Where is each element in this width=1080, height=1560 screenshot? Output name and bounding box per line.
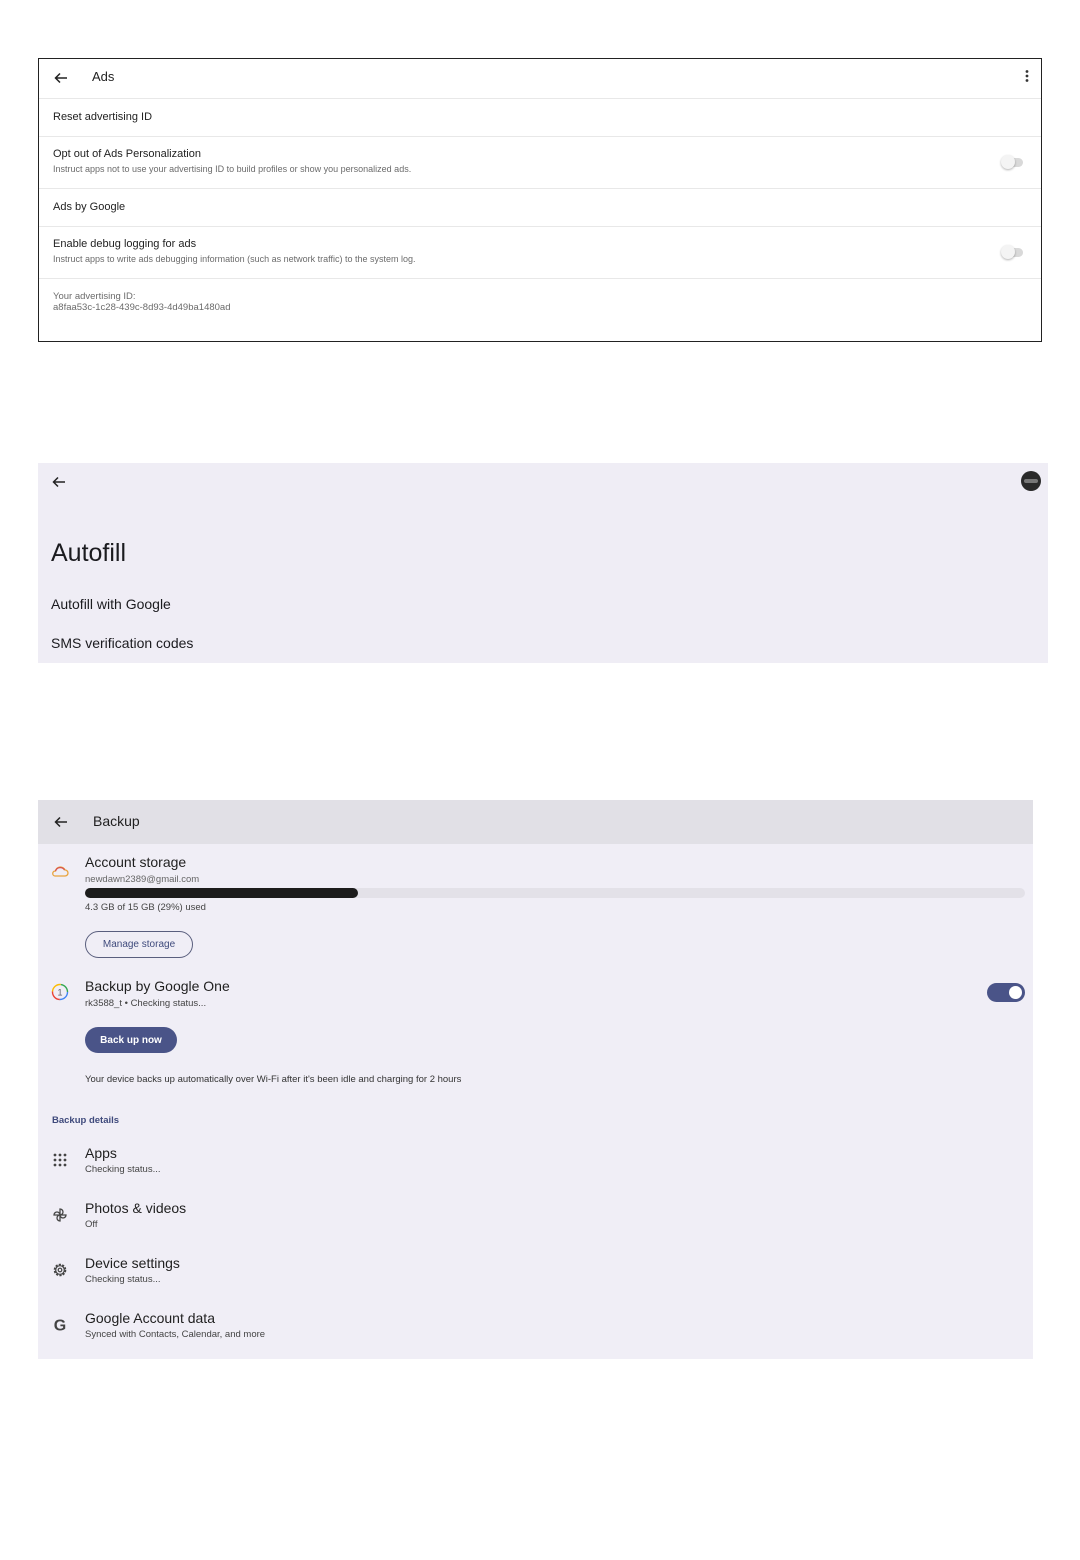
opt-out-toggle[interactable] bbox=[1003, 158, 1023, 167]
back-up-now-button[interactable]: Back up now bbox=[85, 1027, 177, 1053]
page-title: Ads bbox=[92, 69, 115, 84]
svg-text:1: 1 bbox=[57, 987, 63, 998]
google-one-status: rk3588_t • Checking status... bbox=[85, 998, 207, 1009]
detail-title: Device settings bbox=[85, 1255, 180, 1271]
backup-detail-photos[interactable] bbox=[38, 1195, 1033, 1241]
google-g-icon bbox=[50, 1315, 70, 1335]
backup-detail-google-account[interactable] bbox=[38, 1305, 1033, 1351]
opt-out-subtitle: Instruct apps not to use your advertising ID to build profiles or show you personalized ads. bbox=[53, 164, 412, 174]
reset-advertising-id-label: Reset advertising ID bbox=[53, 111, 153, 123]
detail-subtitle: Synced with Contacts, Calendar, and more bbox=[85, 1329, 266, 1340]
avatar[interactable] bbox=[1021, 471, 1041, 491]
autofill-with-google-item[interactable]: Autofill with Google bbox=[51, 596, 171, 612]
opt-out-personalization-item[interactable] bbox=[39, 137, 1041, 189]
opt-out-title: Opt out of Ads Personalization bbox=[53, 148, 201, 160]
more-vert-icon[interactable] bbox=[1023, 69, 1031, 83]
advertising-id-value: a8faa53c-1c28-439c-8d93-4d49ba1480ad bbox=[53, 302, 231, 313]
backup-settings-panel bbox=[38, 800, 1033, 1359]
storage-progress-track bbox=[85, 888, 1025, 898]
pinwheel-icon bbox=[50, 1205, 70, 1225]
svg-text:G: G bbox=[53, 1317, 67, 1335]
account-email: newdawn2389@gmail.com bbox=[85, 874, 200, 885]
back-arrow-icon[interactable] bbox=[53, 814, 69, 830]
google-one-icon bbox=[50, 982, 70, 1002]
storage-usage-text: 4.3 GB of 15 GB (29%) used bbox=[85, 902, 206, 913]
detail-subtitle: Checking status... bbox=[85, 1274, 161, 1285]
apps-grid-icon bbox=[50, 1150, 70, 1170]
debug-logging-toggle[interactable] bbox=[1003, 248, 1023, 257]
gear-icon bbox=[50, 1260, 70, 1280]
advertising-id-label: Your advertising ID: bbox=[53, 291, 136, 302]
page-title: Autofill bbox=[51, 539, 127, 567]
google-one-title: Backup by Google One bbox=[85, 978, 230, 994]
autofill-settings-panel bbox=[38, 463, 1048, 663]
debug-logging-subtitle: Instruct apps to write ads debugging information (such as network traffic) to the system log. bbox=[53, 254, 416, 264]
detail-title: Google Account data bbox=[85, 1310, 215, 1326]
back-arrow-icon[interactable] bbox=[51, 474, 67, 490]
backup-detail-apps[interactable] bbox=[38, 1140, 1033, 1186]
ads-by-google-label: Ads by Google bbox=[53, 201, 126, 213]
google-one-toggle[interactable] bbox=[987, 983, 1025, 1002]
detail-subtitle: Checking status... bbox=[85, 1164, 161, 1175]
backup-details-header: Backup details bbox=[52, 1115, 120, 1126]
detail-title: Apps bbox=[85, 1145, 117, 1161]
page-title: Backup bbox=[93, 813, 140, 829]
sms-verification-codes-item[interactable]: SMS verification codes bbox=[51, 635, 194, 651]
detail-title: Photos & videos bbox=[85, 1200, 187, 1216]
ads-by-google-item[interactable] bbox=[39, 189, 1041, 227]
ads-toolbar bbox=[39, 59, 1041, 99]
backup-detail-device-settings[interactable] bbox=[38, 1250, 1033, 1296]
cloud-icon bbox=[50, 862, 70, 882]
reset-advertising-id-item[interactable] bbox=[39, 99, 1041, 137]
back-arrow-icon[interactable] bbox=[53, 70, 69, 86]
account-storage-title: Account storage bbox=[85, 854, 187, 870]
manage-storage-button[interactable]: Manage storage bbox=[85, 931, 193, 958]
backup-toolbar bbox=[38, 800, 1033, 844]
debug-logging-title: Enable debug logging for ads bbox=[53, 238, 197, 250]
ads-settings-panel bbox=[38, 58, 1042, 342]
storage-progress-fill bbox=[85, 888, 358, 898]
detail-subtitle: Off bbox=[85, 1219, 98, 1230]
debug-logging-item[interactable] bbox=[39, 227, 1041, 279]
auto-backup-note: Your device backs up automatically over Wi-Fi after it's been idle and charging for 2 hours bbox=[85, 1074, 462, 1085]
